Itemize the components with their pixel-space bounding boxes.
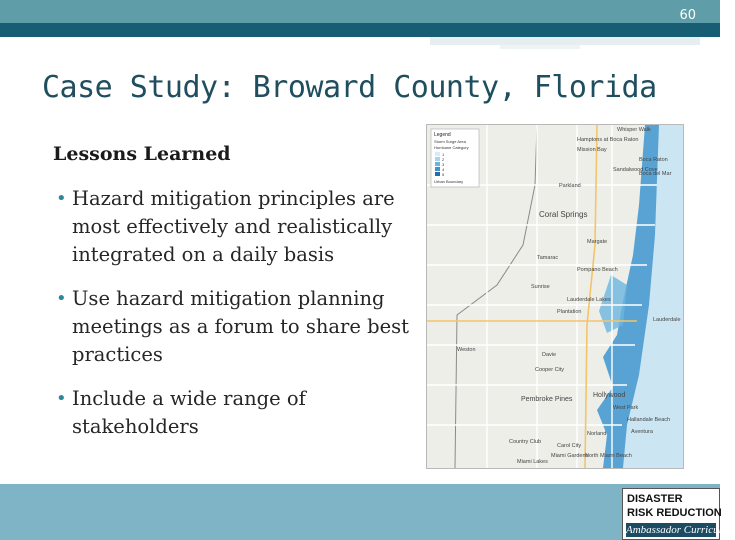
place-label: Pompano Beach xyxy=(577,267,618,273)
legend-title: Legend xyxy=(434,132,451,138)
legend-item: 5 xyxy=(442,172,445,177)
bullet-text: Use hazard mitigation planning meetings as a forum to share best practices xyxy=(72,287,409,366)
place-label: Boca del Mar xyxy=(639,171,672,177)
bullet-item xyxy=(56,285,421,369)
legend-item: Storm Surge Area xyxy=(434,139,466,144)
slide-subheading: Lessons Learned xyxy=(53,143,231,165)
legend-item: 1 xyxy=(442,152,445,157)
place-label: Carol City xyxy=(557,443,582,449)
place-label: Sandalwood Cove xyxy=(613,167,658,173)
place-label: Boca Raton xyxy=(639,157,668,163)
legend-item: 2 xyxy=(442,157,445,162)
header-accent xyxy=(430,37,700,45)
logo-text-line3: Ambassador Curriculum xyxy=(626,524,735,536)
logo-text-line2: RISK REDUCTION xyxy=(627,507,722,519)
legend-swatch xyxy=(435,152,440,156)
place-label: Coral Springs xyxy=(539,210,588,219)
place-label: Plantation xyxy=(557,309,582,315)
map-canvas xyxy=(427,125,683,468)
legend-item: 3 xyxy=(442,162,445,167)
bullet-marker: • xyxy=(56,288,67,309)
place-label: Hollywood xyxy=(593,392,626,399)
bullet-item xyxy=(56,385,421,441)
header-accent-secondary xyxy=(500,45,580,49)
place-label: Pembroke Pines xyxy=(521,396,573,403)
bullet-marker: • xyxy=(56,188,67,209)
place-label: Margate xyxy=(587,239,608,245)
slide-number: 60 xyxy=(679,8,696,23)
header-band xyxy=(0,0,720,23)
place-label: Miami Gardens xyxy=(551,453,589,459)
place-label: Sunrise xyxy=(531,284,550,290)
bullet-list xyxy=(56,185,421,457)
place-label: Cooper City xyxy=(535,367,565,373)
legend-swatch xyxy=(435,162,440,166)
logo-text-line1: DISASTER xyxy=(627,493,683,505)
place-label: West Park xyxy=(613,405,639,411)
legend-item: Hurricane Category xyxy=(434,145,469,150)
header-band-dark xyxy=(0,23,720,37)
legend-item: Urban Boundary xyxy=(434,179,464,184)
legend-swatch xyxy=(435,167,440,171)
footer-band xyxy=(0,484,735,540)
storm-surge-map xyxy=(426,124,684,469)
drr-logo xyxy=(622,488,735,540)
place-label: North Miami Beach xyxy=(585,453,632,459)
bullet-text: Hazard mitigation principles are most effectively and realistically integrated on a daily basis xyxy=(72,187,395,266)
place-label: Davie xyxy=(542,352,557,358)
place-label: Lauderdale xyxy=(653,317,681,323)
place-label: Tamarac xyxy=(537,255,559,261)
place-label: Parkland xyxy=(559,183,581,189)
place-label: Whisper Walk xyxy=(617,127,651,133)
place-label: Aventura xyxy=(631,429,653,435)
place-label: Miami Lakes xyxy=(517,459,548,465)
slide-title: Case Study: Broward County, Florida xyxy=(42,70,657,105)
bullet-marker: • xyxy=(56,388,67,409)
place-label: Mission Bay xyxy=(577,147,607,153)
place-label: Hallandale Beach xyxy=(627,417,671,423)
legend-item: 4 xyxy=(442,167,445,172)
bullet-item xyxy=(56,185,421,269)
place-label: Country Club xyxy=(509,439,542,445)
bullet-text: Include a wide range of stakeholders xyxy=(72,387,306,438)
place-label: Weston xyxy=(457,347,476,353)
legend-swatch xyxy=(435,157,440,161)
place-label: Hamptons at Boca Raton xyxy=(577,137,639,143)
surge-zone-inland xyxy=(599,275,627,333)
place-label: Lauderdale Lakes xyxy=(567,297,611,303)
legend-swatch xyxy=(435,172,440,176)
place-label: Norland xyxy=(587,431,607,437)
